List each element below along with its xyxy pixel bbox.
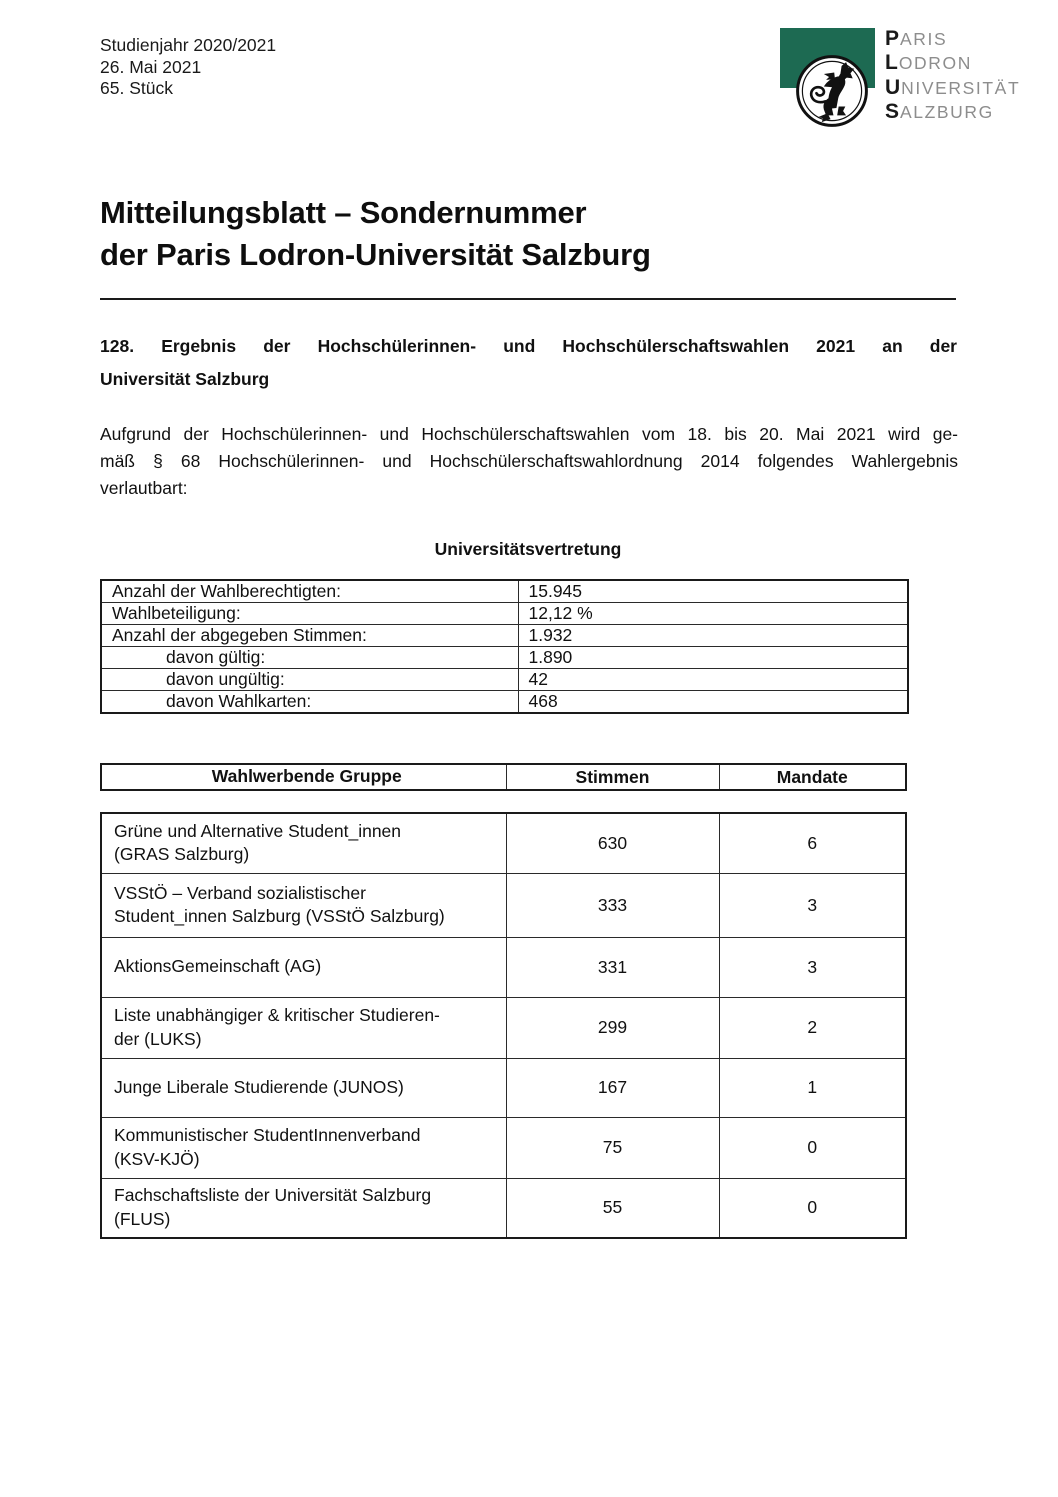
group-name-line: (FLUS) bbox=[114, 1208, 171, 1229]
logo-word-rest: ODRON bbox=[898, 53, 972, 74]
group-stimmen: 299 bbox=[506, 997, 719, 1058]
logo-initial: U bbox=[885, 75, 902, 99]
table-row bbox=[101, 580, 908, 603]
logo-initial: S bbox=[885, 99, 901, 123]
logo-word-paris bbox=[885, 27, 1020, 51]
table-row bbox=[101, 669, 908, 691]
paragraph-line-2: mäß § 68 Hochschülerinnen- und Hochschülerschaftswahlordnung 2014 folgendes Wahlergebnis bbox=[100, 451, 958, 471]
table-row bbox=[101, 873, 906, 937]
logo-word-universitaet bbox=[885, 76, 1020, 100]
stat-value: 12,12 % bbox=[518, 603, 908, 625]
table-caption: Universitätsvertretung bbox=[434, 539, 622, 559]
stat-label: davon gültig: bbox=[101, 647, 518, 669]
group-mandate: 3 bbox=[719, 873, 906, 937]
stat-value: 468 bbox=[518, 691, 908, 714]
group-name-line: Student_innen Salzburg (VSStÖ Salzburg) bbox=[114, 906, 445, 926]
salzburg-lion-icon bbox=[795, 54, 869, 128]
group-mandate: 0 bbox=[719, 1117, 906, 1178]
group-name bbox=[101, 1178, 506, 1238]
section-heading bbox=[100, 330, 957, 396]
group-stimmen: 333 bbox=[506, 873, 719, 937]
group-name-line: Grüne und Alternative Student_innen bbox=[114, 820, 402, 841]
table-row bbox=[101, 937, 906, 997]
group-stimmen: 167 bbox=[506, 1058, 719, 1117]
group-name bbox=[101, 813, 506, 873]
table-row bbox=[101, 625, 908, 647]
group-name bbox=[101, 1117, 506, 1178]
logo-wordmark bbox=[885, 27, 1020, 124]
issue-info bbox=[100, 35, 276, 100]
logo-word-rest: NIVERSITÄT bbox=[901, 77, 1021, 98]
header-wahlwerbende-gruppe: Wahlwerbende Gruppe bbox=[101, 764, 506, 790]
issue-number: 65. Stück bbox=[100, 78, 173, 98]
logo-word-lodron bbox=[885, 51, 1020, 75]
logo-word-rest: ARIS bbox=[900, 29, 948, 49]
group-stimmen: 75 bbox=[506, 1117, 719, 1178]
section-heading-line-2: Universität Salzburg bbox=[100, 369, 270, 389]
group-name-line: (KSV-KJÖ) bbox=[114, 1148, 200, 1169]
issue-studienjahr: Studienjahr 2020/2021 bbox=[100, 35, 277, 55]
group-stimmen: 55 bbox=[506, 1178, 719, 1238]
title-line-1: Mitteilungsblatt – Sondernummer bbox=[100, 195, 587, 230]
group-stimmen: 331 bbox=[506, 937, 719, 997]
group-stimmen: 630 bbox=[506, 813, 719, 873]
stat-value: 1.890 bbox=[518, 647, 908, 669]
table-row bbox=[101, 1178, 906, 1238]
section-heading-line-1: 128. Ergebnis der Hochschülerinnen- und Hochschülerschaftswahlen 2021 an der bbox=[100, 336, 957, 356]
group-name-line: (GRAS Salzburg) bbox=[114, 844, 250, 865]
table-header-row bbox=[101, 764, 906, 790]
stat-value: 1.932 bbox=[518, 625, 908, 647]
stat-label: davon ungültig: bbox=[101, 669, 518, 691]
group-name bbox=[101, 1058, 506, 1117]
group-name-line: VSStÖ – Verband sozialistischer bbox=[114, 882, 366, 903]
stat-label: Wahlbeteiligung: bbox=[101, 603, 518, 625]
results-header-table bbox=[100, 763, 907, 791]
group-mandate: 6 bbox=[719, 813, 906, 873]
group-name bbox=[101, 997, 506, 1058]
group-name-line: AktionsGemeinschaft (AG) bbox=[114, 956, 322, 977]
paragraph-line-3: verlautbart: bbox=[100, 478, 188, 498]
stat-label: Anzahl der abgegeben Stimmen: bbox=[101, 625, 518, 647]
results-table bbox=[100, 812, 907, 1239]
horizontal-rule bbox=[100, 298, 956, 300]
table-row bbox=[101, 603, 908, 625]
logo-word-rest: ALZBURG bbox=[900, 101, 994, 122]
table-row bbox=[101, 1117, 906, 1178]
university-logo bbox=[780, 28, 880, 130]
header-stimmen: Stimmen bbox=[506, 764, 719, 790]
stat-label: Anzahl der Wahlberechtigten: bbox=[101, 580, 518, 603]
stat-value: 42 bbox=[518, 669, 908, 691]
stat-value: 15.945 bbox=[518, 580, 908, 603]
group-mandate: 1 bbox=[719, 1058, 906, 1117]
table-row bbox=[101, 647, 908, 669]
logo-initial: L bbox=[885, 51, 899, 75]
logo-word-salzburg bbox=[885, 100, 1020, 124]
group-name bbox=[101, 937, 506, 997]
group-mandate: 2 bbox=[719, 997, 906, 1058]
group-mandate: 3 bbox=[719, 937, 906, 997]
header-mandate: Mandate bbox=[719, 764, 906, 790]
title-line-2: der Paris Lodron-Universität Salzburg bbox=[100, 237, 651, 272]
logo-initial: P bbox=[885, 27, 901, 50]
document-title bbox=[100, 192, 651, 276]
group-name bbox=[101, 873, 506, 937]
group-name-line: Liste unabhängiger & kritischer Studieren- bbox=[114, 1005, 440, 1025]
group-name-line: Kommunistischer StudentInnenverband bbox=[114, 1125, 421, 1145]
issue-date: 26. Mai 2021 bbox=[100, 56, 202, 77]
group-name-line: der (LUKS) bbox=[114, 1028, 202, 1049]
table-row bbox=[101, 813, 906, 873]
paragraph-line-1: Aufgrund der Hochschülerinnen- und Hochschülerschaftswahlen vom 18. bis 20. Mai 2021 wird ge- bbox=[100, 424, 958, 444]
statistics-table bbox=[100, 579, 909, 714]
table-row bbox=[101, 1058, 906, 1117]
table-row bbox=[101, 691, 908, 714]
stat-label: davon Wahlkarten: bbox=[101, 691, 518, 714]
group-mandate: 0 bbox=[719, 1178, 906, 1238]
table-row bbox=[101, 997, 906, 1058]
group-name-line: Junge Liberale Studierende (JUNOS) bbox=[114, 1076, 404, 1097]
group-name-line: Fachschaftsliste der Universität Salzburg bbox=[114, 1185, 432, 1206]
intro-paragraph bbox=[100, 421, 958, 502]
